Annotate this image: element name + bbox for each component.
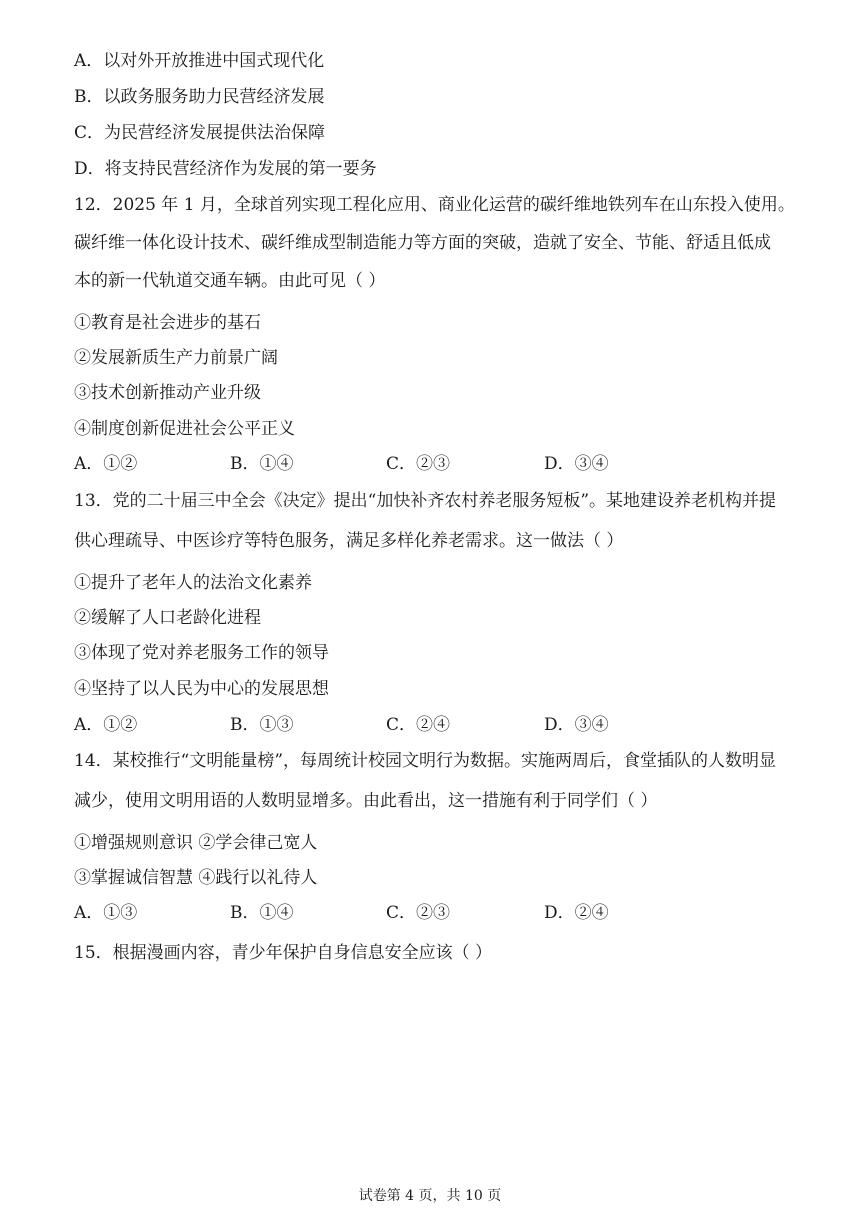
q12-stem-line-1: 12．2025 年 1 月，全球首列实现工程化应用、商业化运营的碳纤维地铁列车在山东投入使用。 bbox=[74, 195, 795, 215]
q13-item-3: ③体现了党对养老服务工作的领导 bbox=[74, 643, 329, 663]
prev-option-d: D．将支持民营经济作为发展的第一要务 bbox=[74, 159, 377, 179]
q12-stem-line-2: 碳纤维一体化设计技术、碳纤维成型制造能力等方面的突破，造就了安全、节能、舒适且低成 bbox=[74, 233, 771, 253]
q13-choice-a[interactable]: A．①② bbox=[74, 715, 138, 735]
q13-choice-b[interactable]: B．①③ bbox=[230, 715, 294, 735]
q12-choice-a[interactable]: A．①② bbox=[74, 454, 138, 474]
q12-stem-line-3: 本的新一代轨道交通车辆。由此可见（ ） bbox=[74, 271, 386, 291]
q14-choice-c[interactable]: C．②③ bbox=[386, 903, 451, 923]
q13-item-1: ①提升了老年人的法治文化素养 bbox=[74, 573, 312, 593]
q13-item-4: ④坚持了以人民为中心的发展思想 bbox=[74, 679, 329, 699]
q13-choice-c[interactable]: C．②④ bbox=[386, 715, 451, 735]
q13-stem-line-2: 供心理疏导、中医诊疗等特色服务，满足多样化养老需求。这一做法（ ） bbox=[74, 531, 624, 551]
q13-item-2: ②缓解了人口老龄化进程 bbox=[74, 608, 261, 628]
q12-item-1: ①教育是社会进步的基石 bbox=[74, 313, 261, 333]
q12-choice-d[interactable]: D．③④ bbox=[544, 454, 609, 474]
q13-choice-d[interactable]: D．③④ bbox=[544, 715, 609, 735]
q12-item-2: ②发展新质生产力前景广阔 bbox=[74, 348, 278, 368]
q14-choice-b[interactable]: B．①④ bbox=[230, 903, 294, 923]
q12-choice-b[interactable]: B．①④ bbox=[230, 454, 294, 474]
prev-option-c: C．为民营经济发展提供法治保障 bbox=[74, 123, 326, 143]
q12-item-3: ③技术创新推动产业升级 bbox=[74, 383, 261, 403]
q12-choice-c[interactable]: C．②③ bbox=[386, 454, 451, 474]
prev-option-a: A．以对外开放推进中国式现代化 bbox=[74, 51, 325, 71]
q14-item-1: ①增强规则意识 ②学会律己宽人 bbox=[74, 833, 318, 853]
q14-item-2: ③掌握诚信智慧 ④践行以礼待人 bbox=[74, 868, 318, 888]
q13-stem-line-1: 13．党的二十届三中全会《决定》提出“加快补齐农村养老服务短板”。某地建设养老机构并提 bbox=[74, 491, 777, 511]
q14-choice-a[interactable]: A．①③ bbox=[74, 903, 138, 923]
q14-choice-d[interactable]: D．②④ bbox=[544, 903, 609, 923]
prev-option-b: B．以政务服务助力民营经济发展 bbox=[74, 87, 325, 107]
q15-stem-line-1: 15．根据漫画内容，青少年保护自身信息安全应该（ ） bbox=[74, 943, 493, 963]
page-footer: 试卷第 4 页，共 10 页 bbox=[358, 1188, 502, 1204]
q12-item-4: ④制度创新促进社会公平正义 bbox=[74, 419, 295, 439]
q14-stem-line-2: 减少，使用文明用语的人数明显增多。由此看出，这一措施有利于同学们（ ） bbox=[74, 791, 658, 811]
q14-stem-line-1: 14．某校推行“文明能量榜”，每周统计校园文明行为数据。实施两周后，食堂插队的人数明显 bbox=[74, 751, 777, 771]
